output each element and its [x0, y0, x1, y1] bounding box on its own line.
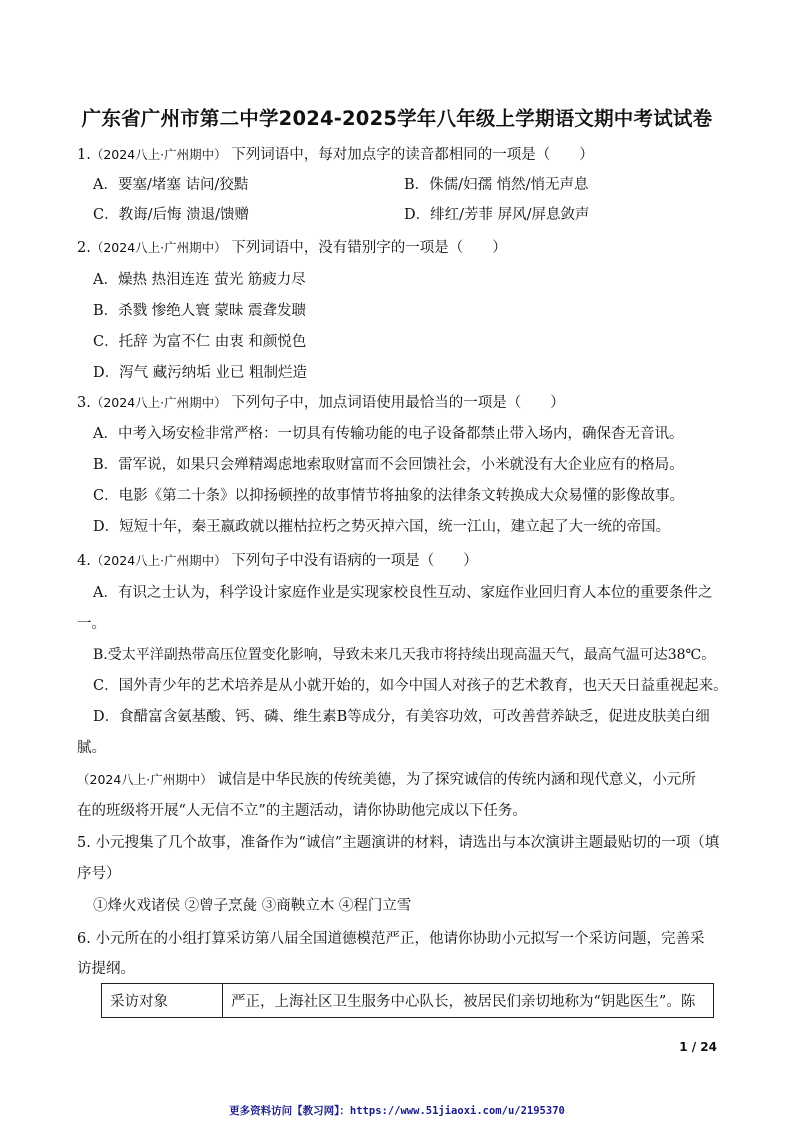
question-1-option-b: B．侏儒/妇孺 悄然/悄无声息	[404, 177, 589, 193]
question-6-stem	[77, 929, 704, 949]
question-number: 1.	[77, 147, 91, 163]
question-5-options: ①烽火戏诸侯 ②曾子烹彘 ③商鞅立木 ④程门立雪	[93, 898, 412, 914]
question-3-option-d: D．短短十年，秦王嬴政就以摧枯拉朽之势灭掉六国，统一江山，建立起了大一统的帝国。	[93, 519, 671, 535]
question-source: （2024八上·广州期中）	[90, 147, 227, 162]
question-number: 5.	[77, 835, 91, 851]
question-5-stem	[77, 833, 719, 853]
footer-link[interactable]	[0, 1103, 794, 1118]
question-4-option-b: B.受太平洋副热带高压位置变化影响，导致未来几天我市将持续出现高温天气，最高气温可达38℃。	[93, 647, 716, 663]
passage-text: 诚信是中华民族的传统美德，为了探究诚信的传统内涵和现代意义，小元所	[217, 772, 696, 788]
question-1-stem	[77, 145, 594, 165]
question-text: 下列词语中，每对加点字的读音都相同的一项是（ ）	[231, 147, 594, 163]
question-4-stem	[77, 551, 478, 571]
page-title: 广东省广州市第二中学2024-2025学年八年级上学期语文期中考试试卷	[81, 107, 713, 130]
question-number: 6.	[77, 931, 91, 947]
question-1-option-a: A．要塞/堵塞 诘问/狡黠	[93, 177, 249, 193]
footer-url[interactable]: https://www.51jiaoxi.com/u/2195370	[349, 1105, 565, 1117]
table-row	[102, 984, 714, 1018]
table-cell-value: 严正，上海社区卫生服务中心队长，被居民们亲切地称为“钥匙医生”。陈	[223, 984, 714, 1018]
footer-prefix: 更多资料访问【教习网】：	[229, 1105, 350, 1117]
passage-intro-line-1	[77, 770, 696, 790]
question-text: 下列句子中没有语病的一项是（ ）	[231, 553, 478, 569]
question-6-stem-cont: 访提纲。	[77, 961, 135, 977]
question-number: 2.	[77, 240, 91, 256]
question-1-option-c: C．教诲/后悔 溃退/馈赠	[93, 207, 249, 223]
question-2-stem	[77, 238, 507, 258]
question-4-option-a-cont: 一。	[77, 616, 106, 632]
question-text: 小元搜集了几个故事，准备作为“诚信”主题演讲的材料，请选出与本次演讲主题最贴切的一项（填	[95, 835, 720, 851]
interview-outline-table	[101, 983, 714, 1018]
table-cell-label: 采访对象	[102, 984, 223, 1018]
question-text: 下列词语中，没有错别字的一项是（ ）	[231, 240, 507, 256]
question-4-option-a: A．有识之士认为，科学设计家庭作业是实现家校良性互动、家庭作业回归育人本位的重要条件之	[93, 585, 713, 601]
question-5-stem-cont: 序号）	[77, 866, 121, 882]
question-3-option-c: C．电影《第二十条》以抑扬顿挫的故事情节将抽象的法律条文转换成大众易懂的影像故事。	[93, 488, 685, 504]
question-3-option-a: A．中考入场安检非常严格：一切具有传输功能的电子设备都禁止带入场内，确保杳无音讯。	[93, 426, 684, 442]
question-source: （2024八上·广州期中）	[90, 240, 227, 255]
question-text: 下列句子中，加点词语使用最恰当的一项是（ ）	[231, 395, 565, 411]
question-source: （2024八上·广州期中）	[90, 395, 227, 410]
question-4-option-d: D．食醋富含氨基酸、钙、磷、维生素B等成分，有美容功效，可改善营养缺乏，促进皮肤美白细	[93, 709, 710, 725]
passage-source: （2024八上·广州期中）	[77, 772, 213, 787]
question-4-option-c: C．国外青少年的艺术培养是从小就开始的，如今中国人对孩子的艺术教育，也天天日益重视起来。	[93, 678, 728, 694]
question-1-option-d: D．绯红/芳菲 屏风/屏息敛声	[404, 207, 590, 223]
question-2-option-b: B．杀戮 惨绝人寰 蒙昧 震聋发聩	[93, 303, 306, 319]
question-3-stem	[77, 393, 565, 413]
question-number: 3.	[77, 395, 91, 411]
question-2-option-c: C．托辞 为富不仁 由衷 和颜悦色	[93, 334, 307, 350]
question-3-option-b: B．雷军说，如果只会殚精竭虑地索取财富而不会回馈社会，小米就没有大企业应有的格局。	[93, 457, 684, 473]
question-source: （2024八上·广州期中）	[90, 553, 227, 568]
question-number: 4.	[77, 553, 91, 569]
page-number: 1 / 24	[679, 1040, 717, 1054]
question-2-option-a: A．燥热 热泪连连 萤光 筋疲力尽	[93, 272, 306, 288]
question-4-option-d-cont: 腻。	[77, 740, 106, 756]
question-2-option-d: D．泻气 藏污纳垢 业已 粗制烂造	[93, 365, 307, 381]
passage-intro-line-2: 在的班级将开展“人无信不立”的主题活动，请你协助他完成以下任务。	[77, 803, 527, 819]
question-text: 小元所在的小组打算采访第八届全国道德模范严正，他请你协助小元拟写一个采访问题，完善采	[95, 931, 705, 947]
